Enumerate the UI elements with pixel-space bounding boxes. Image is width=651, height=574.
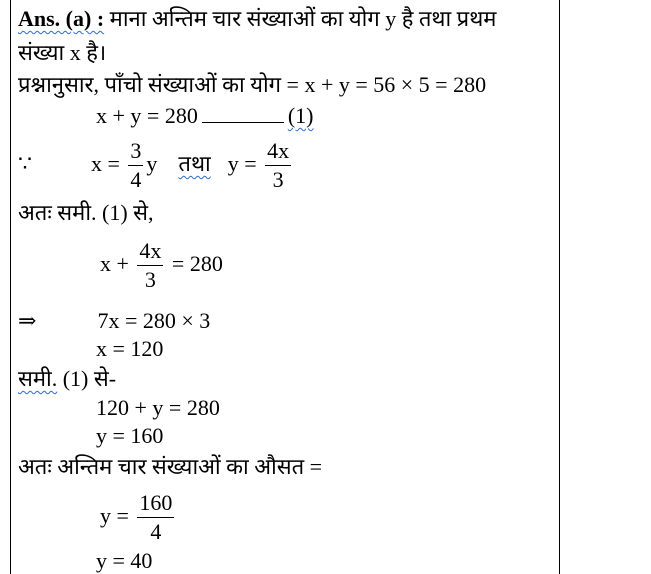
- intro-text: माना अन्तिम चार संख्याओं का योग y है तथा प्रथम: [104, 6, 497, 31]
- fraction-numerator: 4x: [137, 237, 163, 266]
- implies-arrow: ⇒: [18, 308, 37, 333]
- sami-label: समी.: [18, 366, 58, 391]
- relation-x-lhs: x =: [91, 151, 120, 176]
- answer-intro-line: [18, 6, 496, 32]
- equation-1-ref: (1): [287, 103, 314, 128]
- tatha-word: तथा: [178, 151, 211, 176]
- relation-y-lhs: y =: [227, 151, 257, 176]
- fraction-denominator: 4: [130, 167, 142, 193]
- fraction-denominator: 3: [272, 167, 284, 193]
- equation-1-blank-line: [202, 106, 284, 123]
- fraction-substitution: [137, 237, 163, 294]
- answer-label: Ans. (a) :: [18, 6, 105, 31]
- step-3-line: 120 + y = 280: [96, 395, 220, 420]
- fraction-average: [137, 489, 174, 546]
- because-symbol: ∵: [18, 151, 32, 176]
- fraction-four-x-over-three: [265, 137, 291, 194]
- substitution-equation: [100, 232, 223, 296]
- substitution-lhs: x +: [100, 251, 129, 276]
- average-statement: अतः अन्तिम चार संख्याओं का औसत =: [18, 454, 323, 479]
- sami-rest: (1) से-: [57, 366, 117, 391]
- relation-x-variable: y: [146, 151, 158, 176]
- fraction-numerator: 4x: [265, 137, 291, 166]
- step-1-text: 7x = 280 × 3: [97, 308, 211, 333]
- fraction-three-quarters: [128, 137, 143, 194]
- y-value-line: y = 160: [96, 423, 164, 448]
- step-line-1: [18, 308, 210, 334]
- substitution-heading: अतः समी. (1) से,: [18, 200, 154, 225]
- fraction-numerator: 3: [128, 137, 143, 166]
- fraction-denominator: 3: [144, 267, 156, 293]
- final-answer-line: y = 40: [96, 548, 153, 573]
- substitution-rhs: = 280: [171, 251, 223, 276]
- fraction-numerator: 160: [137, 489, 174, 518]
- intro-continuation: संख्या x है।: [18, 40, 107, 65]
- average-fraction-line: [100, 484, 177, 548]
- fraction-denominator: 4: [150, 519, 162, 545]
- relation-line: [18, 132, 294, 196]
- equation-1-text: x + y = 280: [96, 103, 198, 128]
- x-value-line: x = 120: [96, 336, 164, 361]
- average-lhs: y =: [100, 503, 129, 528]
- substitute-heading: [18, 366, 116, 392]
- sum-statement: प्रश्नानुसार, पाँचो संख्याओं का योग = x + y = 56 × 5 = 280: [18, 72, 487, 97]
- equation-1: [96, 103, 313, 129]
